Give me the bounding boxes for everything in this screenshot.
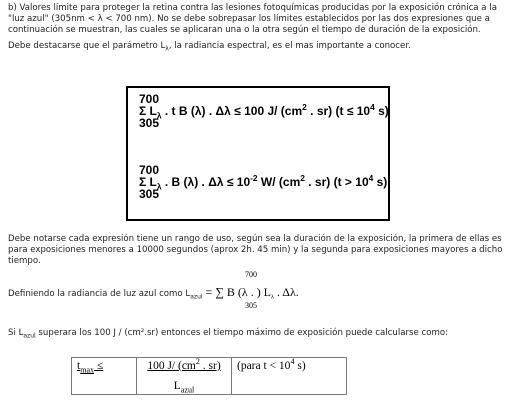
definition-equation: = ∑ B (λ . ) L (202, 285, 272, 299)
table-row (72, 358, 347, 395)
definition-lead-sub: azul (190, 293, 203, 301)
usage-paragraph: Debe notarse cada expresión tiene un rango de uso, según sea la duración de la exposición, la primera de ellas es para exposiciones menores a 10000 segundos (aprox 2h. 45 min) y la segunda para exposiciones mayores a dicho tiempo. (8, 234, 503, 267)
formula-2-body: . B (λ) . Δλ ≤ 10 (161, 175, 251, 189)
formula-1-sum: Σ L (139, 104, 157, 118)
tmax-sub: max (80, 365, 95, 375)
denominator-sub: azul (180, 385, 195, 395)
formula-1-expression (139, 102, 389, 121)
formula-2-tail: . sr) (t > 10 (304, 175, 369, 189)
tmax-leq: ≤ (94, 360, 104, 372)
definition-lead-text: Definiendo la radiancia de luz azul como L (8, 289, 191, 299)
formula-2-expression (139, 173, 388, 192)
definition-equation-end: . Δλ. (273, 285, 299, 299)
condition-line (8, 328, 514, 339)
definition-lead (8, 285, 299, 300)
formula-1-body: . t B (λ) . Δλ ≤ 100 J/ (cm (161, 104, 303, 118)
formula-2-body2: W/ (cm (257, 175, 301, 189)
result-table (71, 357, 347, 395)
formula-2-sum: Σ L (139, 175, 157, 189)
condition-lead: Si L (8, 328, 24, 338)
definition-lower-limit: 305 (245, 301, 257, 310)
intro-note-rest: , la radiancia espectral, es el mas importante a conocer. (168, 41, 411, 51)
tmax-label: t (77, 360, 81, 372)
numerator-sup: 2 (195, 357, 200, 367)
tmax-cell (72, 358, 137, 395)
formula-2-sub: λ (156, 181, 162, 192)
formula-1-tail: . sr) (t ≤ 10 (306, 104, 371, 118)
condition-text: (para t < 10 (237, 360, 291, 372)
formula-1 (139, 94, 389, 129)
definition-equation-sub: λ (271, 294, 274, 301)
formula-2-exp: 4 (368, 173, 374, 183)
intro-paragraph: b) Valores límite para proteger la retina contra las lesiones fotoquímicas producidas por la exposición crónica a la "luz azul" (305nm < λ < 700 nm). No se debe sobrepasar los límites establecidos por las dos expresiones que a continuación se muestran, las cuales se aplicaran una o la otra según el tiempo de duración de la exposición. (8, 3, 497, 36)
numerator-end: . sr) (199, 360, 221, 372)
formula-2-sup: 2 (300, 173, 305, 183)
formula-1-lower-limit: 305 (139, 116, 160, 130)
condition-cell (232, 358, 347, 395)
denominator-text: L (173, 380, 181, 392)
numerator-text: 100 J/ (cm (147, 360, 196, 372)
formula-1-sup: 2 (302, 102, 307, 112)
condition-lead-sub: azul (23, 332, 36, 340)
condition-rest: superara los 100 J / (cm².sr) entonces el tiempo máximo de exposición puede calcularse como: (35, 328, 449, 338)
formula-1-exp: 4 (370, 102, 375, 112)
intro-note (8, 41, 514, 52)
intro-note-text: Debe destacarse que el parámetro L (8, 41, 166, 51)
condition-end: s) (294, 360, 306, 372)
fraction-cell (137, 358, 232, 395)
fraction-denominator (142, 380, 226, 395)
formula-1-sub: λ (156, 110, 162, 121)
formula-box (126, 86, 390, 221)
fraction-numerator (142, 357, 226, 372)
condition-sup: 4 (290, 357, 295, 367)
definition-upper-limit: 700 (245, 270, 257, 279)
intro-note-sub: λ (165, 45, 169, 53)
formula-2-upper-limit: 700 (139, 163, 160, 177)
formula-1-end: s) (374, 104, 389, 118)
formula-2-exp-neg: -2 (250, 173, 258, 183)
formula-2-end: s) (373, 175, 388, 189)
formula-2-lower-limit: 305 (139, 187, 160, 201)
formula-2 (139, 165, 387, 200)
formula-1-upper-limit: 700 (139, 92, 160, 106)
definition-line (8, 270, 514, 314)
